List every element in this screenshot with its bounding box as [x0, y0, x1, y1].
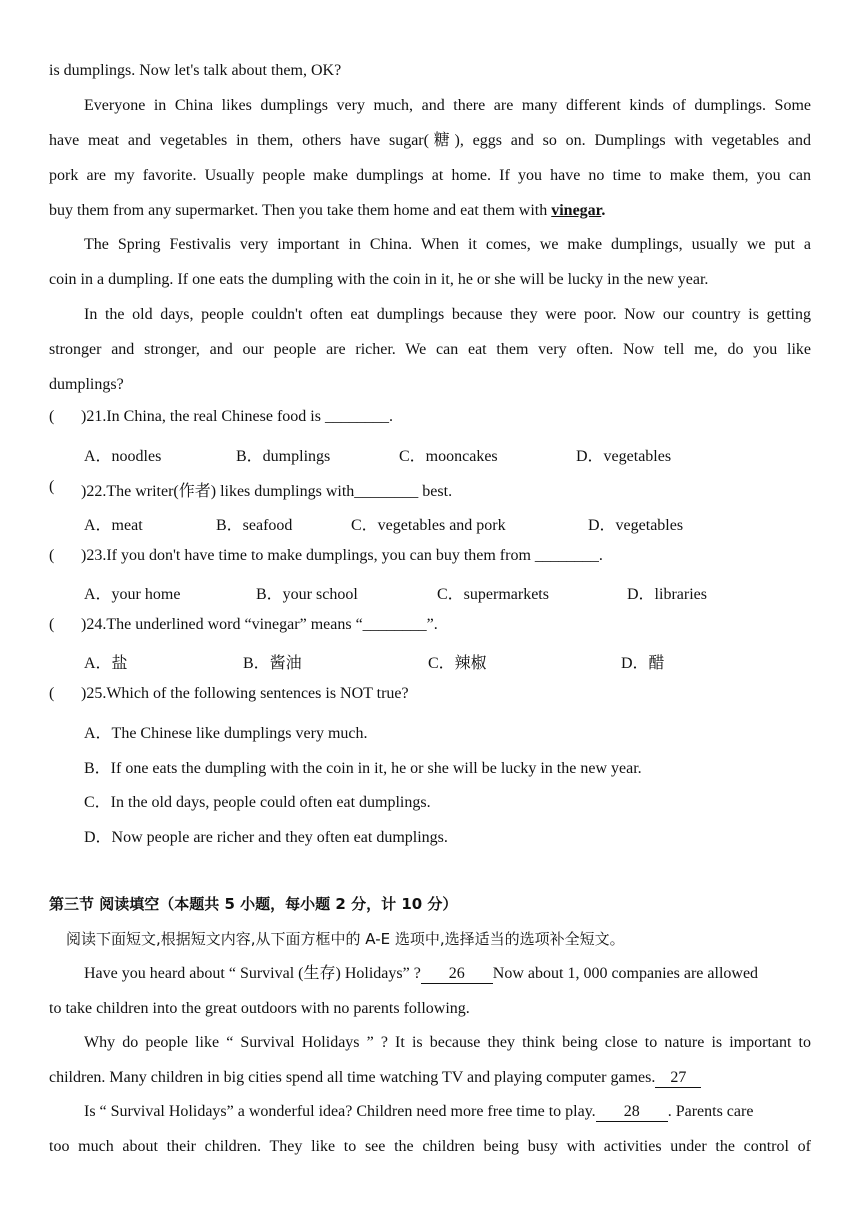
answer-blank-26[interactable]: 26	[421, 965, 493, 984]
passage-line	[49, 200, 811, 222]
option-b[interactable]: B．your school	[256, 586, 358, 603]
passage-line: to take children into the great outdoors with no parents following.	[49, 1000, 470, 1017]
option-b[interactable]: B．酱油	[243, 655, 302, 672]
passage-line: Why do people like “ Survival Holidays ” ? It is because they think being close to nature is important to	[84, 1034, 811, 1051]
answer-paren[interactable]: (	[49, 547, 55, 564]
option-b[interactable]: B．seafood	[216, 517, 293, 534]
passage-line: is dumplings. Now let's talk about them, OK?	[49, 62, 342, 79]
question-text: )24.The underlined word “vinegar” means “________”.	[81, 616, 438, 633]
passage-line: pork are my favorite. Usually people make dumplings at home. If you have no time to make them, you can	[49, 167, 811, 184]
passage-line: Have you heard about “ Survival (生存) Holidays” ? 26 Now about 1, 000 companies are allowed	[84, 965, 759, 982]
passage-text: buy them from any supermarket. Then you take them home and eat them with	[49, 202, 552, 219]
option-d[interactable]: D．Now people are richer and they often eat dumplings.	[84, 829, 448, 846]
passage-line: The Spring Festivalis very important in China. When it comes, we make dumplings, usually we put a	[84, 236, 811, 253]
answer-paren[interactable]: (	[49, 478, 55, 495]
answer-paren[interactable]: (	[49, 616, 55, 633]
answer-blank-27[interactable]: 27	[655, 1069, 701, 1088]
answer-paren[interactable]: (	[49, 408, 55, 425]
question-text: )25.Which of the following sentences is NOT true?	[81, 685, 409, 702]
option-b[interactable]: B．If one eats the dumpling with the coin in it, he or she will be lucky in the new year.	[84, 760, 642, 777]
option-d[interactable]: D．醋	[621, 655, 665, 672]
option-c[interactable]: C．mooncakes	[399, 448, 498, 465]
section-instruction: 阅读下面短文,根据短文内容,从下面方框中的 A-E 选项中,选择适当的选项补全短文。	[66, 930, 625, 948]
passage-line: children. Many children in big cities spend all time watching TV and playing computer games. 27	[49, 1067, 811, 1089]
question-text: )23.If you don't have time to make dumplings, you can buy them from ________.	[81, 547, 603, 564]
passage-line: Everyone in China likes dumplings very much, and there are many different kinds of dumplings. Some	[84, 97, 811, 114]
option-a[interactable]: A．noodles	[84, 448, 162, 465]
option-d[interactable]: D．vegetables	[588, 517, 684, 534]
question-text: )22.The writer(作者) likes dumplings with________ best.	[81, 483, 453, 500]
passage-line: Is “ Survival Holidays” a wonderful idea? Children need more free time to play. 28 . Parents care	[84, 1103, 754, 1120]
passage-line: stronger and stronger, and our people are richer. We can eat them very often. Now tell me, do you like	[49, 341, 811, 358]
option-a[interactable]: A．The Chinese like dumplings very much.	[84, 725, 368, 742]
section-heading: 第三节 阅读填空（本题共 5 小题，每小题 2 分，计 10 分）	[49, 895, 458, 913]
option-c[interactable]: C．vegetables and pork	[351, 517, 506, 534]
option-a[interactable]: A．your home	[84, 586, 181, 603]
option-c[interactable]: C．In the old days, people could often eat dumplings.	[84, 794, 431, 811]
answer-blank-28[interactable]: 28	[596, 1103, 668, 1122]
option-c[interactable]: C．辣椒	[428, 655, 487, 672]
passage-line: coin in a dumpling. If one eats the dumpling with the coin in it, he or she will be lucky in the new year.	[49, 271, 709, 288]
passage-line: dumplings?	[49, 376, 124, 393]
passage-line: too much about their children. They like to see the children being busy with activities under the control of	[49, 1138, 811, 1155]
option-d[interactable]: D．libraries	[627, 586, 707, 603]
option-d[interactable]: D．vegetables	[576, 448, 672, 465]
passage-text: .	[601, 202, 606, 219]
underlined-word-vinegar: vinegar	[551, 202, 602, 219]
question-text: )21.In China, the real Chinese food is ________.	[81, 408, 393, 425]
answer-paren[interactable]: (	[49, 685, 55, 702]
passage-line: have meat and vegetables in them, others have sugar(糖), eggs and so on. Dumplings with vegetables and	[49, 132, 811, 149]
passage-line: In the old days, people couldn't often eat dumplings because they were poor. Now our country is getting	[84, 306, 811, 323]
option-a[interactable]: A．盐	[84, 655, 128, 672]
option-b[interactable]: B．dumplings	[236, 448, 331, 465]
option-c[interactable]: C．supermarkets	[437, 586, 549, 603]
option-a[interactable]: A．meat	[84, 517, 143, 534]
